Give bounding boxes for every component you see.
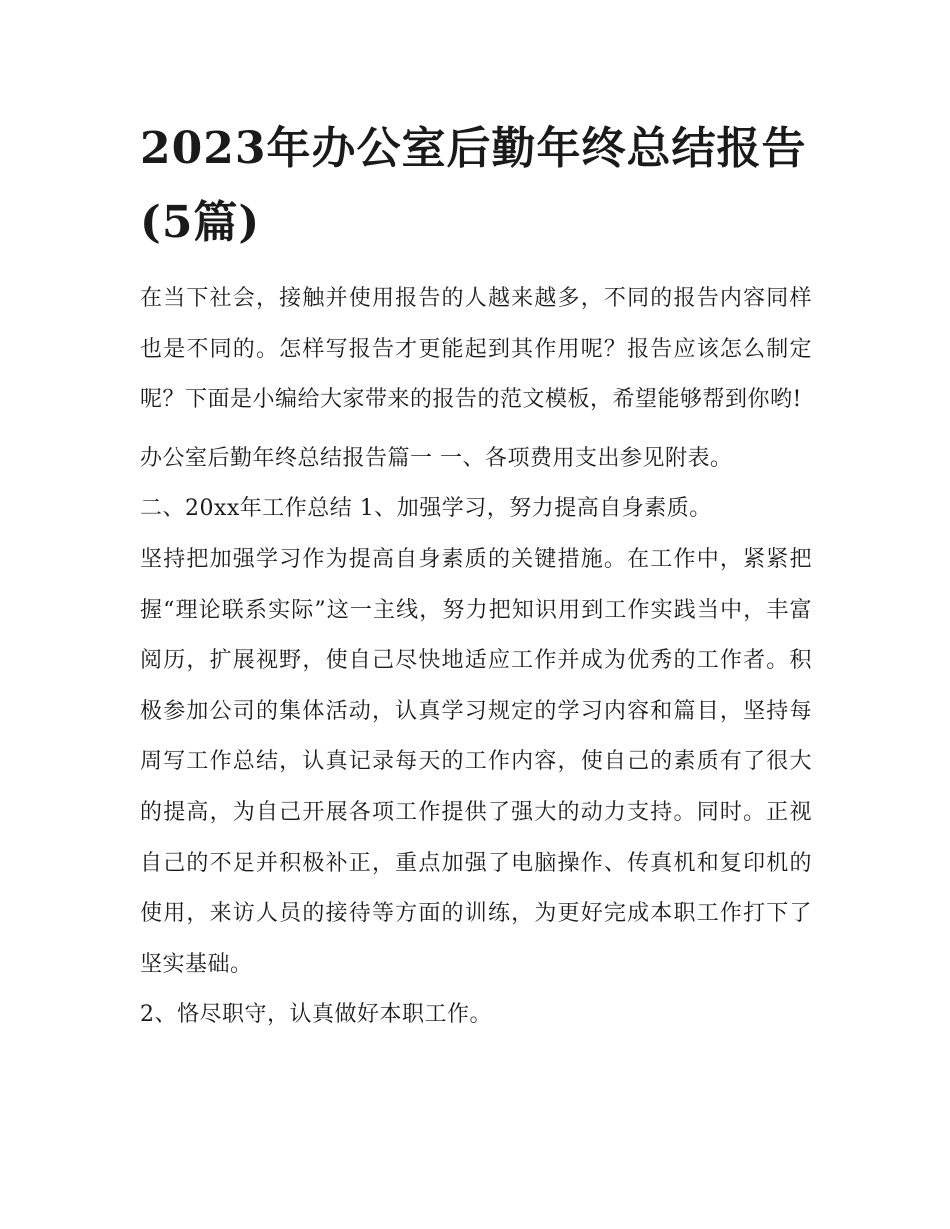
paragraph-intro: 在当下社会，接触并使用报告的人越来越多，不同的报告内容同样也是不同的。怎样写报告才更能起到其作用呢？报告应该怎么制定呢？下面是小编给大家带来的报告的范文模板，希望能够帮到你哟! [140,286,812,413]
document-page [140,112,812,1041]
paragraph-section-one: 办公室后勤年终总结报告篇一 一、各项费用支出参见附表。 [140,445,733,471]
paragraph-duty: 2、恪尽职守，认真做好本职工作。 [140,1002,492,1028]
paragraph-section-two: 二、20xx年工作总结 1、加强学习，努力提高自身素质。 [140,496,712,522]
paragraph-study: 坚持把加强学习作为提高自身素质的关键措施。在工作中，紧紧把握“理论联系实际”这一主线，努力把知识用到工作实践当中，丰富阅历，扩展视野，使自己尽快地适应工作并成为优秀的工作者。积极参加公司的集体活动，认真学习规定的学习内容和篇目，坚持每周写工作总结，认真记录每天的工作内容，使自己的素质有了很大的提高，为自己开展各项工作提供了强大的动力支持。同时。正视自己的不足并积极补正，重点加强了电脑操作、传真机和复印机的使用，来访人员的接待等方面的训练，为更好完成本职工作打下了坚实基础。 [140,546,812,977]
document-title: 2023年办公室后勤年终总结报告(5篇) [140,123,807,248]
